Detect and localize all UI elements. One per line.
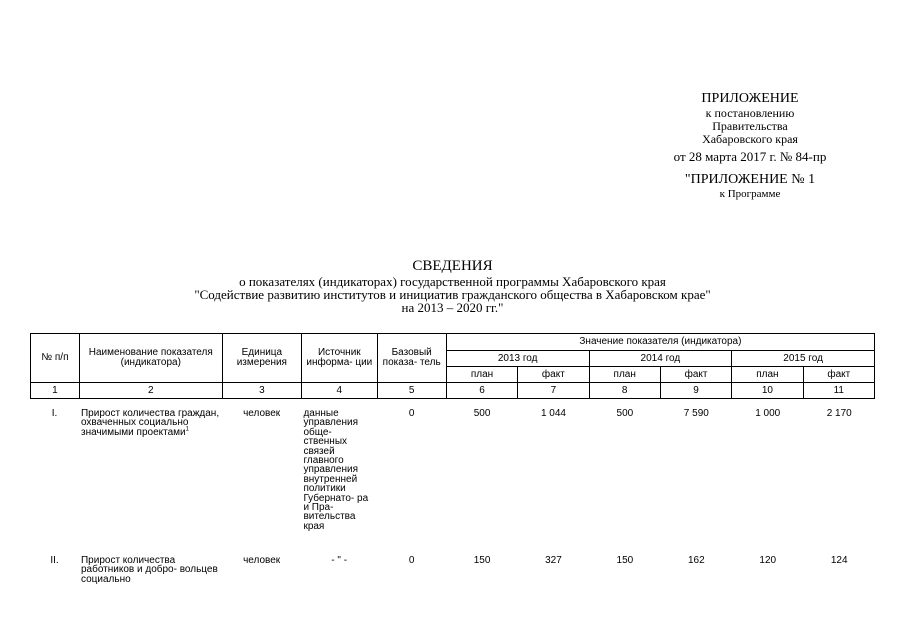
footnote-mark: 1 — [185, 426, 189, 433]
row-fact-2015: 2 170 — [826, 408, 852, 419]
header-fact-2015: факт — [803, 367, 874, 383]
table-row — [30, 555, 875, 584]
column-number: 10 — [732, 383, 803, 399]
row-fact-2014: 7 590 — [683, 408, 709, 419]
row-num: I. — [51, 408, 58, 419]
row-plan-2014: 500 — [616, 408, 634, 419]
header-source: Источник информа- ции — [302, 334, 377, 383]
row-plan-2014: 150 — [616, 555, 634, 566]
row-fact-2013: 327 — [545, 555, 562, 566]
appendix-line-1: к постановлению — [705, 106, 795, 120]
row-plan-2015: 120 — [759, 555, 777, 566]
column-number: 3 — [222, 383, 302, 399]
row-source: данные управления обще- ственных связей главного управления внутренней политики Губернато- ра и Пра- вительства края — [303, 408, 369, 532]
row-num: II. — [50, 555, 59, 566]
row-fact-2013: 1 044 — [540, 408, 566, 419]
column-number: 2 — [79, 383, 222, 399]
header-base: Базовый показа- тель — [377, 334, 446, 383]
document-heading — [0, 257, 905, 314]
header-fact-2013: факт — [518, 367, 589, 383]
appendix-header — [630, 90, 870, 200]
column-number: 8 — [589, 383, 660, 399]
indicators-table-body — [30, 409, 875, 584]
header-year-2014: 2014 год — [589, 351, 732, 367]
row-name-text: Прирост количества граждан, охваченных социально значимыми проектами — [80, 408, 220, 438]
row-base: 0 — [408, 408, 415, 419]
column-number: 5 — [377, 383, 446, 399]
row-unit: человек — [243, 555, 281, 566]
row-name — [79, 409, 222, 555]
appendix-line-3: Хабаровского края — [702, 132, 798, 146]
header-name: Наименование показателя (индикатора) — [79, 334, 222, 383]
document-line-2: "Содействие развитию институтов и инициатив гражданского общества в Хабаровском крае" — [194, 287, 711, 302]
header-plan-2014: план — [589, 367, 660, 383]
table-row — [30, 409, 875, 555]
document-line-3: на 2013 – 2020 гг." — [401, 300, 504, 315]
header-year-2013: 2013 год — [446, 351, 589, 367]
column-number: 4 — [302, 383, 377, 399]
appendix-2-subtitle: к Программе — [719, 188, 781, 200]
header-value-group: Значение показателя (индикатора) — [446, 334, 874, 351]
column-number-row — [31, 383, 875, 399]
row-fact-2014: 162 — [687, 555, 705, 566]
column-number: 11 — [803, 383, 874, 399]
header-unit: Единица измерения — [222, 334, 302, 383]
row-unit: человек — [243, 408, 281, 419]
appendix-date: от 28 марта 2017 г. № 84-пр — [673, 149, 827, 164]
indicators-table-header — [30, 333, 875, 399]
row-fact-2015: 124 — [830, 555, 848, 566]
document-title: СВЕДЕНИЯ — [412, 258, 493, 274]
row-plan-2013: 500 — [473, 408, 491, 419]
column-number: 1 — [31, 383, 80, 399]
header-plan-2015: план — [732, 367, 803, 383]
row-source: - " - — [331, 555, 348, 566]
row-name: Прирост количества работников и добро- вольцев социально — [80, 555, 218, 585]
column-number: 6 — [446, 383, 517, 399]
header-year-2015: 2015 год — [732, 351, 875, 367]
appendix-line-2: Правительства — [712, 119, 788, 133]
appendix-title: ПРИЛОЖЕНИЕ — [701, 91, 799, 106]
appendix-2-title: "ПРИЛОЖЕНИЕ № 1 — [684, 172, 816, 187]
header-fact-2014: факт — [660, 367, 731, 383]
column-number: 9 — [660, 383, 731, 399]
header-plan-2013: план — [446, 367, 517, 383]
row-base: 0 — [408, 555, 415, 566]
row-plan-2013: 150 — [473, 555, 491, 566]
document-line-1: о показателях (индикаторах) государственной программы Хабаровского края — [239, 274, 666, 289]
column-number: 7 — [518, 383, 589, 399]
row-plan-2015: 1 000 — [755, 408, 781, 419]
header-num: № п/п — [31, 334, 80, 383]
